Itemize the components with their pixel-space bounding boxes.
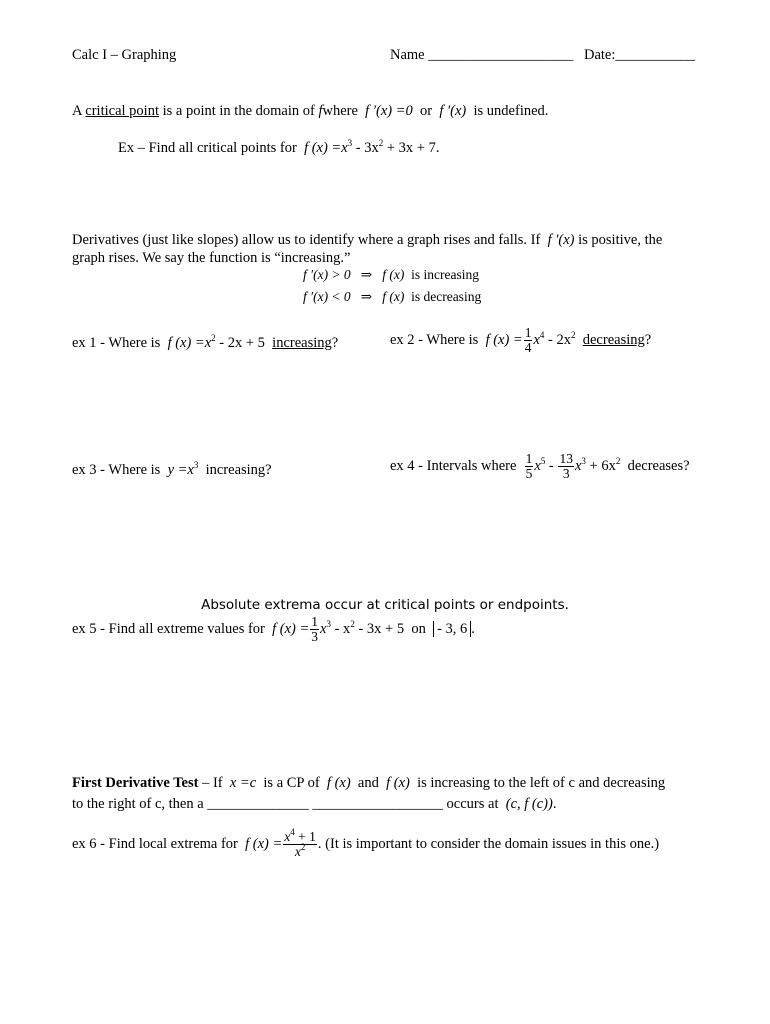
example-4: ex 4 - Intervals where $\frac{1}{5}$ $x^5$ - $\frac{13}{3}$ $x^3 + 6x^2$ decreases? (390, 451, 690, 482)
date-field: Date:___________ (584, 47, 696, 63)
derivatives-paragraph-line1: Derivatives (just like slopes) allow us to identify where a graph rises and falls. If f ′(x) is positive, the (72, 232, 663, 248)
example-3: ex 3 - Where is $y =x^3$ increasing? (72, 460, 272, 478)
critical-point-definition: A critical point is a point in the domain of fwhere f ′(x) =0 or f ′(x) is undefined. (72, 103, 549, 119)
first-derivative-test-title: First Derivative Test (72, 775, 199, 791)
derivative-zero-condition: f ′(x) =0 (365, 103, 413, 119)
critical-point-term: critical point (85, 103, 159, 119)
example-6: ex 6 - Find local extrema for f (x) = $\frac{x^4 + 1}{x^2}$ . (It is important to consider the domain issues in this one.) (72, 827, 660, 860)
closed-interval: - 3, 6 (433, 621, 471, 637)
decreasing-rule: f ′(x) < 0 ⇒ f (x) is decreasing (303, 289, 482, 304)
fraction-thirteen-thirds: $\frac{13}{3}$ (559, 451, 573, 482)
fraction-one-fifth: $\frac{1}{5}$ (525, 451, 533, 482)
derivative-condition: f ′(x) (439, 103, 467, 119)
worksheet-title: Calc I – Graphing (72, 47, 177, 63)
name-field: Name ____________________ (390, 47, 574, 63)
first-derivative-test-line2: to the right of c, then a ______________ __________________ occurs at (c, f (c)). (72, 796, 557, 812)
first-derivative-test-line1: First Derivative Test – If x =c is a CP of f (x) and f (x) is increasing to the left of c and decreasing (72, 775, 666, 791)
critical-point-example: Ex – Find all critical points for f $(x) =x^3 - 3x^2 + 3x + 7$. (118, 138, 440, 156)
example-2: ex 2 - Where is f (x) = $\frac{1}{4}$ $x^4 - 2x^2$ decreasing? (390, 325, 652, 356)
example-5: ex 5 - Find all extreme values for f (x) = $\frac{1}{3}$ $x^3 - x^2 - 3x + 5$ on - 3, 6 . (72, 614, 475, 645)
derivatives-paragraph-line2: graph rises. We say the function is “increasing.” (72, 250, 351, 266)
example-1: ex 1 - Where is f $(x) =x^2 - 2x + 5$ increasing? (72, 333, 339, 351)
fraction-one-quarter: $\frac{1}{4}$ (524, 325, 532, 356)
absolute-extrema-statement: Absolute extrema occur at critical points or endpoints. (201, 597, 569, 613)
increasing-rule: f ′(x) > 0 ⇒ f (x) is increasing (303, 267, 479, 282)
rational-function-fraction: $\frac{x^4 + 1}{x^2}$ (284, 827, 316, 860)
fraction-one-third: $\frac{1}{3}$ (311, 614, 319, 645)
